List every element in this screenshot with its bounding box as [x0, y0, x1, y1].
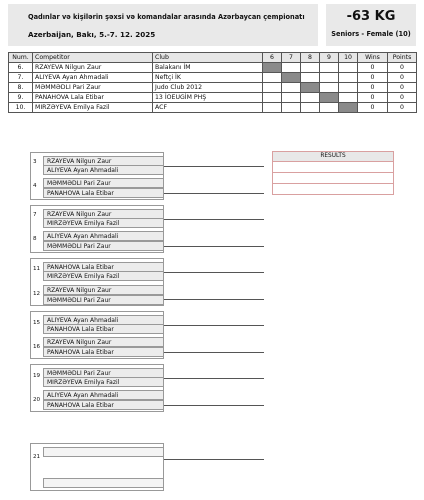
bracket-slot[interactable]: MƏMMƏDLI Pari Zaur: [43, 368, 164, 378]
cell: [339, 63, 358, 73]
bracket-line: [164, 246, 264, 247]
table-row: [9, 93, 417, 103]
bracket-line: [164, 193, 264, 194]
bracket-line: [164, 378, 264, 379]
header-8: 8: [301, 53, 320, 63]
results-line: [273, 172, 393, 173]
bracket-slot[interactable]: PANAHOVA Lala Etibar: [43, 188, 164, 198]
bracket-slot[interactable]: RZAYEVA Nilgun Zaur: [43, 156, 164, 166]
row-points: 0: [388, 93, 417, 103]
cell: [320, 83, 339, 93]
table-row: [9, 103, 417, 113]
row-points: 0: [388, 83, 417, 93]
header-points: Points: [388, 53, 417, 63]
table-row: [9, 63, 417, 73]
bracket-group-final: [30, 443, 164, 491]
bracket-slot[interactable]: MƏMMƏDLI Pari Zaur: [43, 241, 164, 251]
cell: [282, 93, 301, 103]
row-num: 8.: [9, 83, 33, 93]
row-club: Judo Club 2012: [153, 83, 263, 93]
bracket-line: [164, 219, 264, 220]
cell-self: [320, 93, 339, 103]
row-competitor: MƏMMƏDLI Pari Zaur: [33, 83, 153, 93]
row-wins: 0: [358, 73, 388, 83]
cell: [339, 73, 358, 83]
bracket-slot[interactable]: [43, 447, 164, 457]
row-competitor: RZAYEVA Nilgun Zaur: [33, 63, 153, 73]
bracket-line: [164, 352, 264, 353]
cell-self: [339, 103, 358, 113]
bracket-line: [164, 405, 264, 406]
competitor-table: [8, 52, 417, 113]
row-competitor: MIRZƏYEVA Emilya Fazil: [33, 103, 153, 113]
bracket-slot[interactable]: RZAYEVA Nilgun Zaur: [43, 285, 164, 295]
cell: [301, 103, 320, 113]
bracket-slot[interactable]: MƏMMƏDLI Pari Zaur: [43, 178, 164, 188]
bracket-line: [164, 325, 264, 326]
bracket-slot[interactable]: ALIYEVA Ayan Ahmadali: [43, 390, 164, 400]
match-number: 12: [33, 291, 41, 297]
results-title: RESULTS: [273, 152, 393, 162]
header-10: 10: [339, 53, 358, 63]
match-number: 16: [33, 344, 41, 350]
cell: [263, 93, 282, 103]
header-club: Club: [153, 53, 263, 63]
cell: [282, 63, 301, 73]
bracket-slot[interactable]: PANAHOVA Lala Etibar: [43, 400, 164, 410]
row-club: Balakanı İM: [153, 63, 263, 73]
bracket-slot[interactable]: PANAHOVA Lala Etibar: [43, 262, 164, 272]
cell: [301, 73, 320, 83]
row-points: 0: [388, 63, 417, 73]
row-num: 7.: [9, 73, 33, 83]
results-line: [273, 183, 393, 184]
match-number: 8: [33, 236, 37, 242]
header-title-box: [8, 4, 318, 46]
table-row: [9, 73, 417, 83]
bracket-slot[interactable]: MIRZƏYEVA Emilya Fazil: [43, 271, 164, 281]
row-club: Neftçi İK: [153, 73, 263, 83]
bracket-group: [30, 205, 164, 253]
row-competitor: ALIYEVA Ayan Ahmadali: [33, 73, 153, 83]
header-num: Num.: [9, 53, 33, 63]
weight-class: -63 KG: [346, 9, 396, 24]
bracket-slot[interactable]: ALIYEVA Ayan Ahmadali: [43, 165, 164, 175]
bracket-slot[interactable]: ALIYEVA Ayan Ahmadali: [43, 315, 164, 325]
cell: [263, 73, 282, 83]
row-wins: 0: [358, 103, 388, 113]
row-points: 0: [388, 73, 417, 83]
cell: [320, 63, 339, 73]
cell: [263, 83, 282, 93]
row-num: 9.: [9, 93, 33, 103]
cell: [320, 103, 339, 113]
bracket-slot[interactable]: RZAYEVA Nilgun Zaur: [43, 337, 164, 347]
row-wins: 0: [358, 93, 388, 103]
cell: [301, 63, 320, 73]
bracket-group: [30, 311, 164, 359]
cell: [263, 103, 282, 113]
bracket-group: [30, 152, 164, 200]
row-num: 6.: [9, 63, 33, 73]
row-wins: 0: [358, 83, 388, 93]
bracket-group: [30, 258, 164, 306]
header: [8, 4, 416, 46]
cell: [339, 93, 358, 103]
match-number: 3: [33, 159, 37, 165]
cell-self: [282, 73, 301, 83]
bracket-group: [30, 364, 164, 412]
header-9: 9: [320, 53, 339, 63]
cell-self: [263, 63, 282, 73]
row-club: ACF: [153, 103, 263, 113]
header-7: 7: [282, 53, 301, 63]
bracket-slot[interactable]: [43, 478, 164, 488]
results-box: [272, 151, 394, 195]
table-row: [9, 83, 417, 93]
row-competitor: PANAHOVA Lala Etibar: [33, 93, 153, 103]
header-weight-box: [326, 4, 416, 46]
bracket-slot[interactable]: MIRZƏYEVA Emilya Fazil: [43, 377, 164, 387]
bracket-slot[interactable]: PANAHOVA Lala Etibar: [43, 324, 164, 334]
cell: [282, 103, 301, 113]
bracket-slot[interactable]: RZAYEVA Nilgun Zaur: [43, 209, 164, 219]
header-6: 6: [263, 53, 282, 63]
match-number: 4: [33, 183, 37, 189]
bracket-line: [164, 459, 264, 460]
cell: [282, 83, 301, 93]
header-wins: Wins: [358, 53, 388, 63]
match-number: 7: [33, 212, 37, 218]
cell: [320, 73, 339, 83]
bracket-line: [164, 166, 264, 167]
header-competitor: Competitor: [33, 53, 153, 63]
location-date: Azerbaijan, Bakı, 5.-7. 12. 2025: [28, 30, 156, 39]
row-points: 0: [388, 103, 417, 113]
championship-title: Qadınlar və kişilərin şəxsi və komandalar arasında Azərbaycan çempionatı: [28, 13, 305, 21]
bracket-slot[interactable]: MƏMMƏDLI Pari Zaur: [43, 295, 164, 305]
category-label: Seniors - Female (10): [331, 30, 411, 38]
row-wins: 0: [358, 63, 388, 73]
table-header-row: [9, 53, 417, 63]
bracket-slot[interactable]: PANAHOVA Lala Etibar: [43, 347, 164, 357]
match-number: 21: [33, 454, 41, 460]
bracket-line: [164, 272, 264, 273]
bracket-slot[interactable]: ALIYEVA Ayan Ahmadali: [43, 231, 164, 241]
bracket-slot[interactable]: MIRZƏYEVA Emilya Fazil: [43, 218, 164, 228]
cell-self: [301, 83, 320, 93]
match-number: 20: [33, 397, 41, 403]
cell: [301, 93, 320, 103]
bracket-line: [164, 299, 264, 300]
match-number: 15: [33, 320, 41, 326]
cell: [339, 83, 358, 93]
row-num: 10.: [9, 103, 33, 113]
match-number: 11: [33, 266, 41, 272]
row-club: 13 İOEUGİM PHŞ: [153, 93, 263, 103]
match-number: 19: [33, 373, 41, 379]
